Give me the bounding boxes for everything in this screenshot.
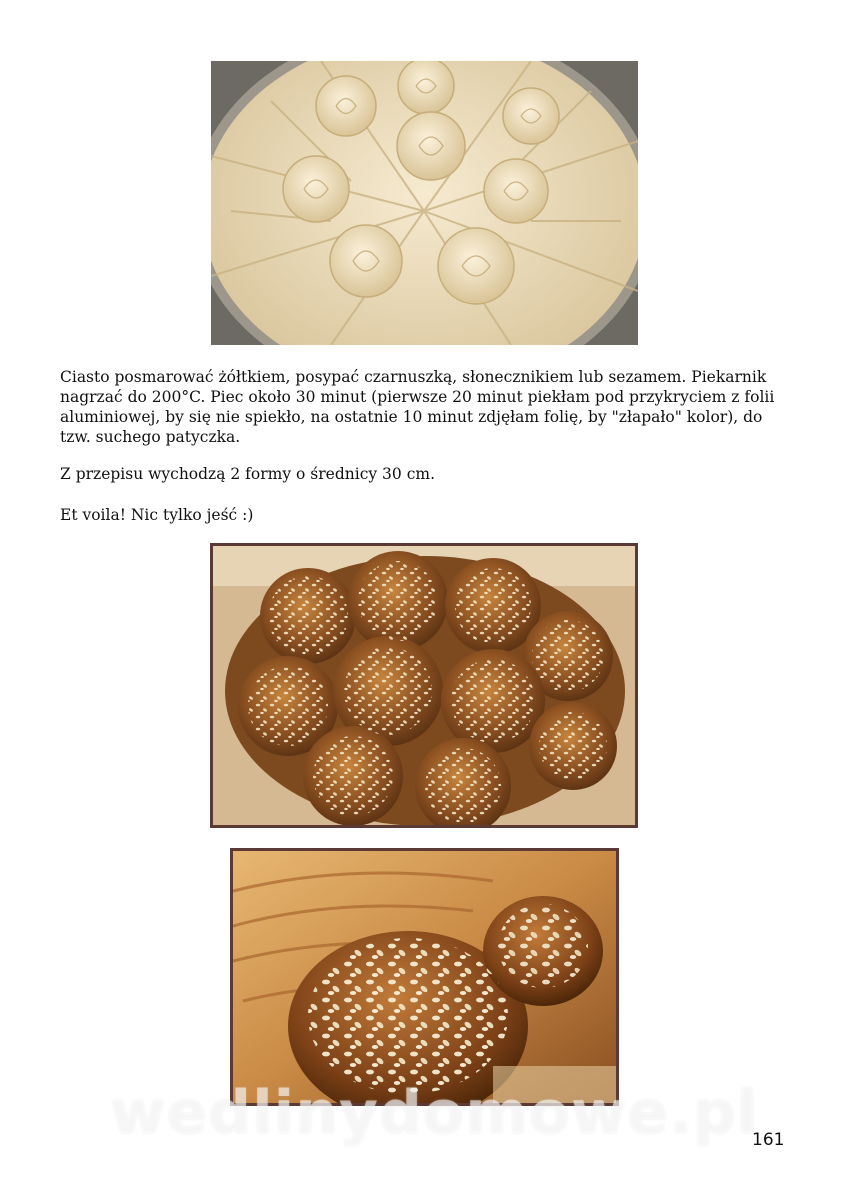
baking-instructions-paragraph: Ciasto posmarować żółtkiem, posypać czarnuszką, słonecznikiem lub sezamem. Piekarnik nagrzać do 200°C. Piec około 30 minut (pierwsze 20 minut piekłam pod przykryciem z folii aluminiowej, by się nie spiekło, na ostatnie 10 minut zdjęłam folię, by "złapało" kolor), do tzw. suchego patyczka. [60,368,775,446]
closing-paragraph: Et voila! Nic tylko jeść :) [60,506,254,524]
page-number: 161 [752,1130,785,1150]
dough-photo [211,61,638,345]
yield-paragraph: Z przepisu wychodzą 2 formy o średnicy 30 cm. [60,465,436,483]
watermark-text: wedlinydomowe.pl [110,1078,759,1148]
baked-bread-photo [210,543,638,828]
bread-closeup-photo [230,848,619,1106]
